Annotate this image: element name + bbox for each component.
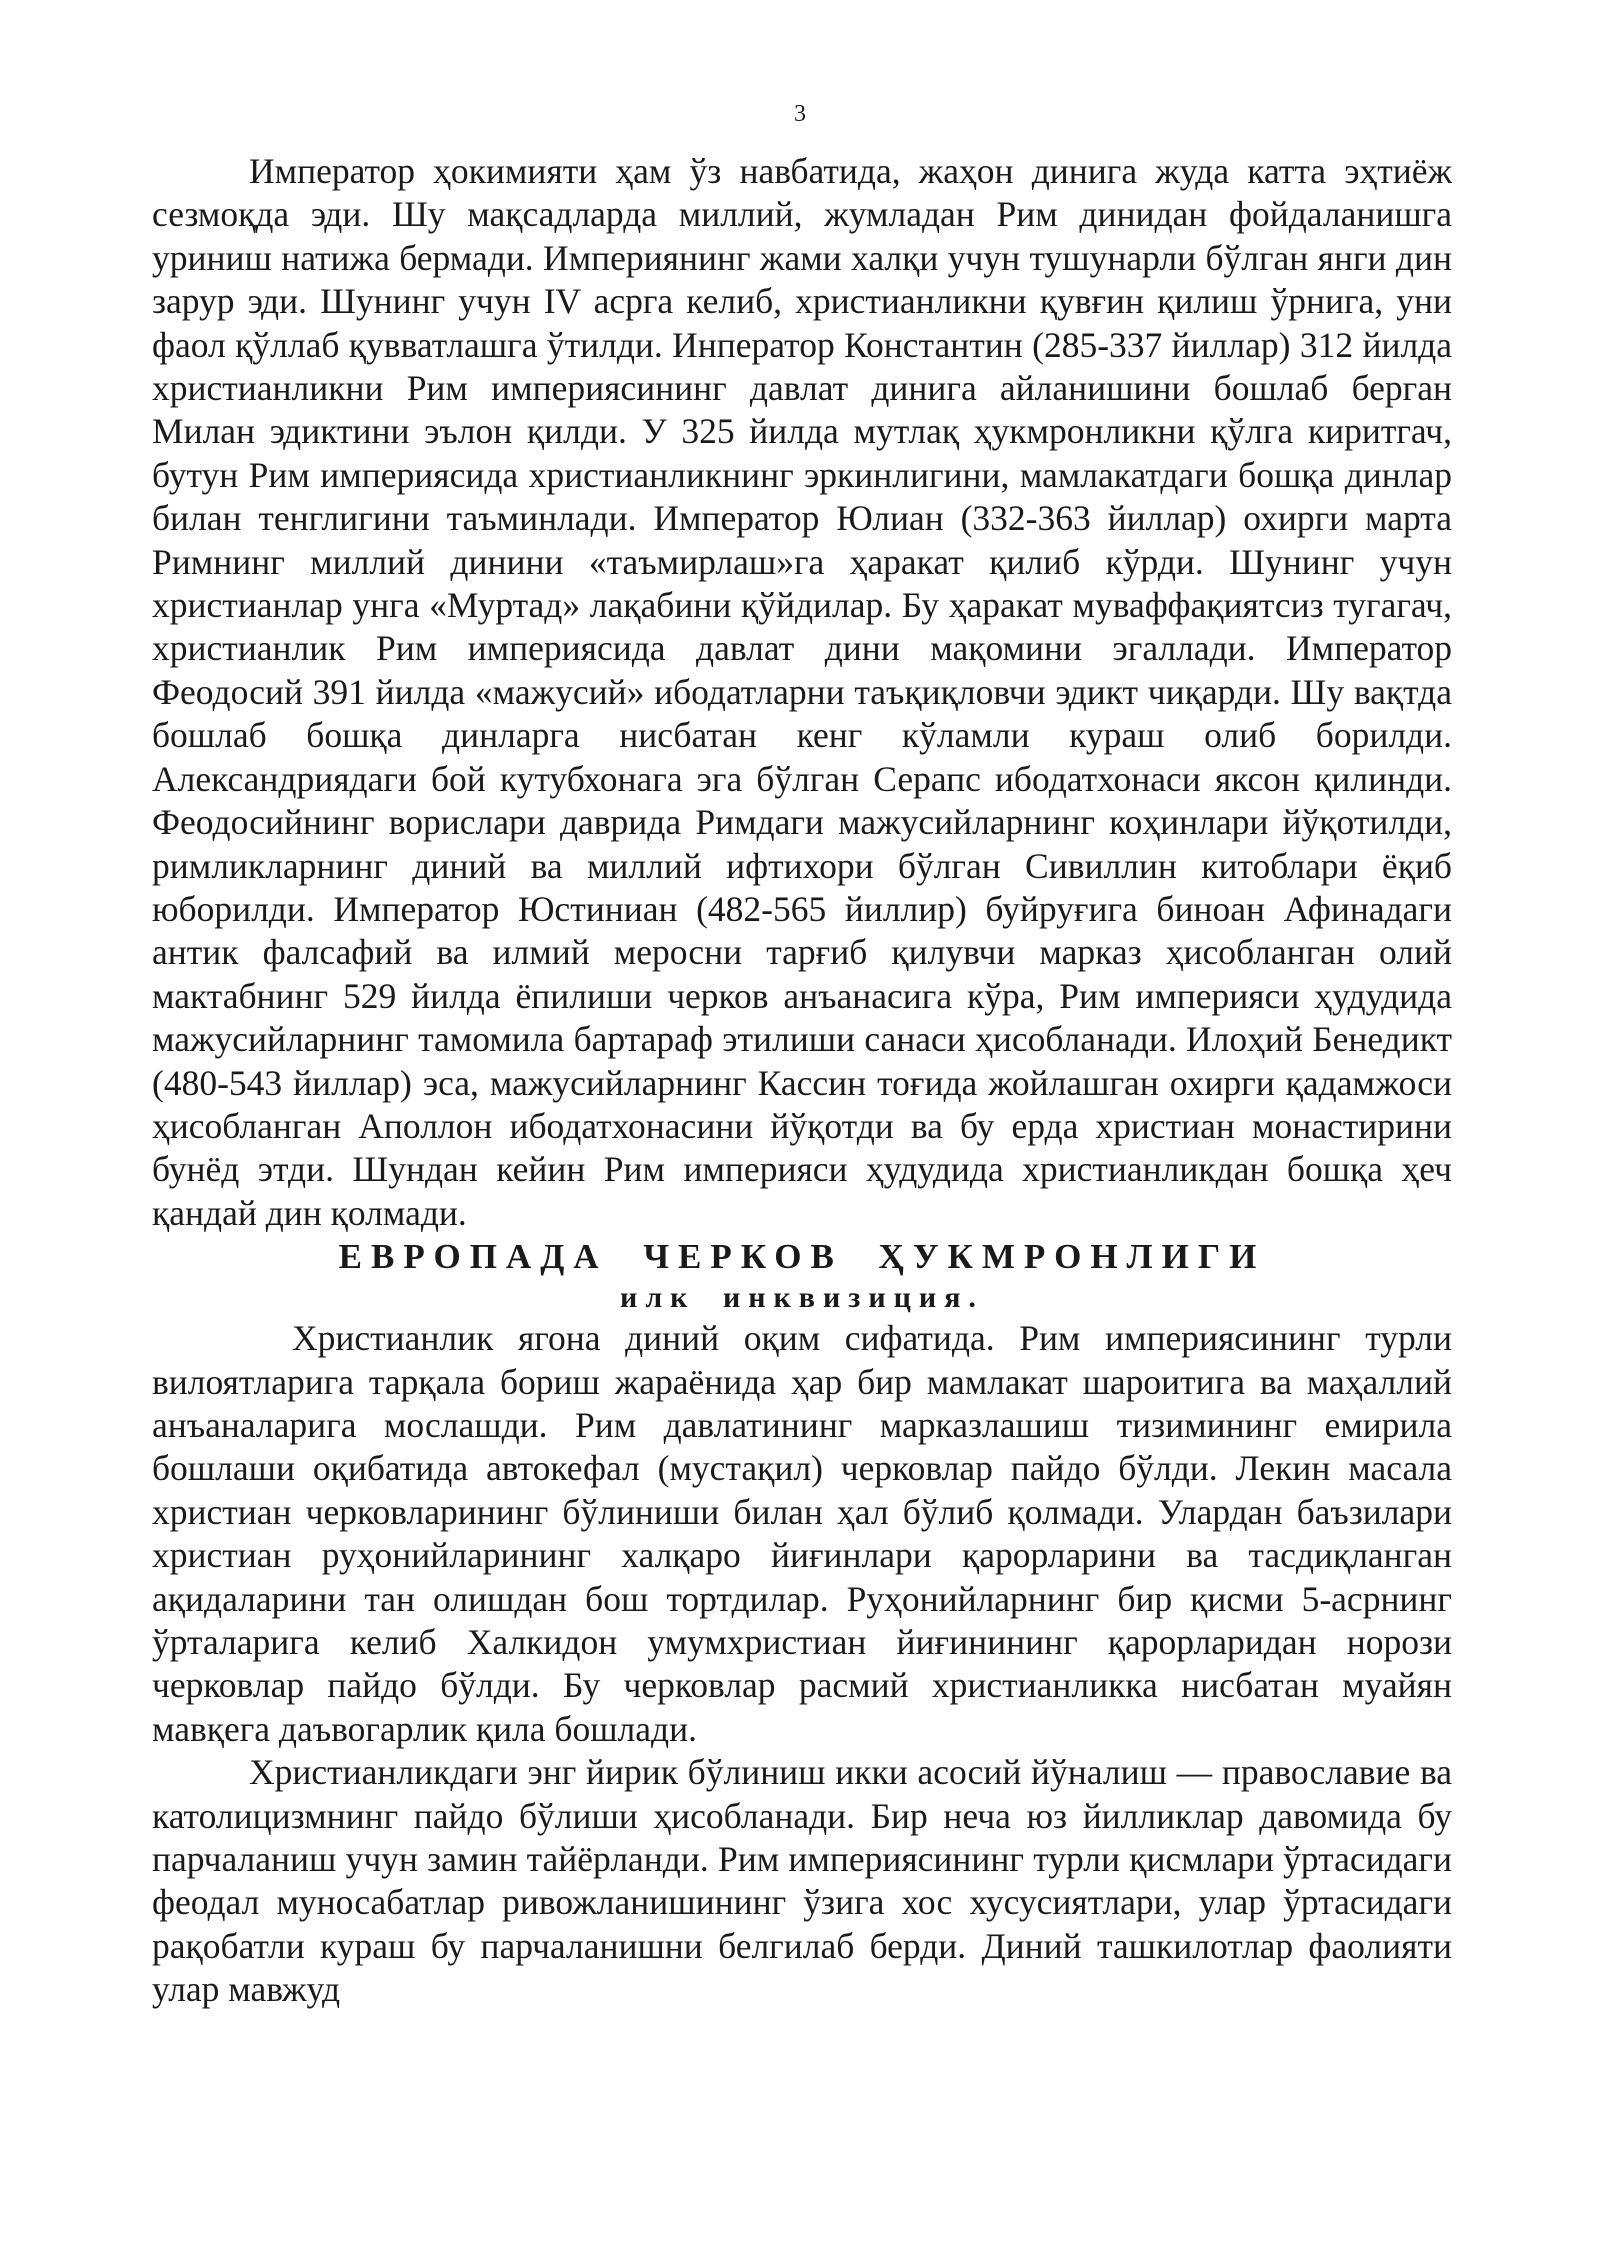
page-content	[152, 150, 1452, 2012]
section-subheading: илк инквизиция.	[620, 1281, 984, 1315]
paragraph-1: Император ҳокимияти ҳам ўз навбатида, жаҳон динига жуда катта эҳтиёж сезмоқда эди. Шу мақсадларда миллий, жумладан Рим динидан фойдаланишга уриниш натижа бермади. Империянинг жами халқи учун тушунарли бўлган янги дин зарур эди. Шунинг учун IV асрга келиб, христианликни қувғин қилиш ўрнига, уни фаол қўллаб қувватлашга ўтилди. Инператор Константин (285-337 йиллар) 312 йилда христианликни Рим империясининг давлат динига айланишини бошлаб берган Милан эдиктини эълон қилди. У 325 йилда мутлақ ҳукмронликни қўлга киритгач, бутун Рим империясида христианликнинг эркинлигини, мамлакатдаги бошқа динлар билан тенглигини таъминлади. Император Юлиан (332-363 йиллар) охирги марта Римнинг миллий динини «таъмирлаш»га ҳаракат қилиб кўрди. Шунинг учун христианлар унга «Муртад» лақабини қўйдилар. Бу ҳаракат муваффақиятсиз тугагач, христианлик Рим империясида давлат дини мақомини эгаллади. Император Феодосий 391 йилда «мажусий» ибодатларни таъқиқловчи эдикт чиқарди. Шу вақтда бошлаб бошқа динларга нисбатан кенг кўламли кураш олиб борилди. Александриядаги бой кутубхонага эга бўлган Серапс ибодатхонаси яксон қилинди. Феодосийнинг ворислари даврида Римдаги мажусийларнинг коҳинлари йўқотилди, римликларнинг диний ва миллий ифтихори бўлган Сивиллин китоблари ёқиб юборилди. Император Юстиниан (482-565 йиллир) буйруғига биноан Афинадаги антик фалсафий ва илмий меросни тарғиб қилувчи марказ ҳисобланган олий мактабнинг 529 йилда ёпилиши черков анъанасига кўра, Рим империяси ҳудудида мажусийларнинг тамомила бартараф этилиши санаси ҳисобланади. Илоҳий Бенедикт (480-543 йиллар) эса, мажусийларнинг Кассин тоғида жойлашган охирги қадамжоси ҳисобланган Аполлон ибодатхонасини йўқотди ва бу ерда христиан монастирини бунёд этди. Шундан кейин Рим империяси ҳудудида христианликдан бошқа ҳеч қандай дин қолмади.	[152, 151, 1452, 1233]
page-number: 3	[794, 101, 806, 127]
paragraph-2: Христианлик ягона диний оқим сифатида. Рим империясининг турли вилоятларига тарқала бориш жараёнида ҳар бир мамлакат шароитига ва маҳаллий анъаналарига мослашди. Рим давлатининг марказлашиш тизимининг емирила бошлаши оқибатида автокефал (мустақил) черковлар пайдо бўлди. Лекин масала христиан черковларининг бўлиниши билан ҳал бўлиб қолмади. Улардан баъзилари христиан руҳонийларининг халқаро йиғинлари қарорларини ва тасдиқланган ақидаларини тан олишдан бош тортдилар. Руҳонийларнинг бир қисми 5-асрнинг ўрталарига келиб Халкидон умумхристиан йиғинининг қарорларидан норози черковлар пайдо бўлди. Бу черковлар расмий христианликка нисбатан муайян мавқега даъвогарлик қила бошлади.	[152, 1318, 1452, 1749]
paragraph-3: Христианликдаги энг йирик бўлиниш икки асосий йўналиш — православие ва католицизмнинг пайдо бўлиши ҳисобланади. Бир неча юз йилликлар давомида бу парчаланиш учун замин тайёрланди. Рим империясининг турли қисмлари ўртасидаги феодал муносабатлар ривожланишининг ўзига хос хусусиятлари, улар ўртасидаги рақобатли кураш бу парчаланишни белгилаб берди. Диний ташкилотлар фаолияти улар мавжуд	[152, 1752, 1452, 2010]
section-heading: ЕВРОПАДА ЧЕРКОВ ҲУКМРОНЛИГИ	[338, 1237, 1266, 1277]
